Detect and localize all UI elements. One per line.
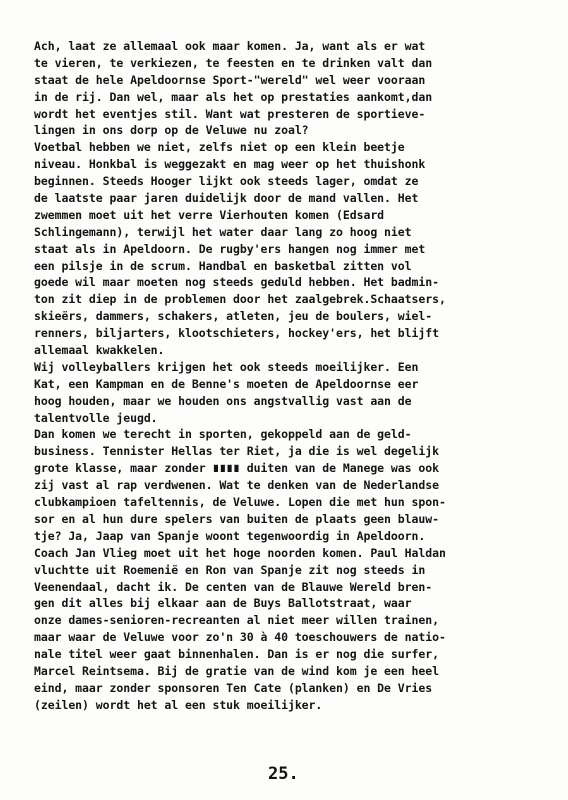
text-line: grote klasse, maar zonder ∎∎∎∎ duiten van de Manege was ook [34,461,439,476]
text-line: Dan komen we terecht in sporten, gekoppeld aan de geld- [34,427,412,442]
text-line: vluchtte uit Roemenië en Ron van Spanje zit nog steeds in [34,562,426,577]
text-line: Ach, laat ze allemaal ook maar komen. Ja, want als er wat [34,39,426,53]
text-line: sor en al hun dure spelers van buiten de plaats geen blauw- [34,511,439,526]
text-line: hoog houden, maar we houden ons angstvallig vast aan de [34,393,412,408]
text-line: gen dit alles bij elkaar aan de Buys Ballotstraat, waar [34,596,412,611]
text-line: business. Tennister Hellas ter Riet, ja die is wel degelijk [34,444,439,459]
text-line: skieërs, dammers, schakers, atleten, jeu de boulers, wiel- [34,309,433,324]
text-line: allemaal kwakkelen. [34,343,165,358]
text-line: Schlingemann), terwijl het water daar lang zo hoog niet [34,224,412,239]
text-line: zij vast al rap verdwenen. Wat te denken van de Nederlandse [34,478,439,493]
text-line: eind, maar zonder sponsoren Ten Cate (planken) en De Vries [34,680,433,695]
text-line: staat als in Apeldoorn. De rugby'ers hangen nog immer met [34,241,426,256]
text-line: maar waar de Veluwe voor zo'n 30 à 40 toeschouwers de natio- [34,630,446,645]
text-line: renners, biljarters, klootschieters, hockey'ers, het blijft [34,326,439,341]
page-number: 25. [268,764,299,784]
text-line: Kat, een Kampman en de Benne's moeten de Apeldoornse eer [34,376,419,391]
text-line: een pilsje in de scrum. Handbal en basketbal zitten vol [34,258,412,273]
text-line: talentvolle jeugd. [34,410,158,425]
body-text [34,38,540,714]
text-line: lingen in ons dorp op de Veluwe nu zoal? [34,123,309,138]
text-line: in de rij. Dan wel, maar als het op prestaties aankomt,dan [34,89,433,104]
text-line: Veenendaal, dacht ik. De centen van de Blauwe Wereld bren- [34,579,433,594]
text-line: tje? Ja, Jaap van Spanje woont tegenwoordig in Apeldoorn. [34,528,426,543]
text-line: Voetbal hebben we niet, zelfs niet op een klein beetje [34,140,405,155]
text-line: niveau. Honkbal is weggezakt en mag weer op het thuishonk [34,157,426,172]
text-line: clubkampioen tafeltennis, de Veluwe. Lopen die met hun spon- [34,495,446,510]
text-line: ton zit diep in de problemen door het zaalgebrek.Schaatsers, [34,292,446,307]
text-line: staat de hele Apeldoornse Sport-"wereld" wel weer vooraan [34,72,426,87]
text-line: te vieren, te verkiezen, te feesten en te drinken valt dan [34,55,433,70]
text-line: beginnen. Steeds Hooger lijkt ook steeds lager, omdat ze [34,174,419,189]
text-line: nale titel weer gaat binnenhalen. Dan is er nog die surfer, [34,647,439,662]
text-line: de laatste paar jaren duidelijk door de mand vallen. Het [34,191,419,206]
text-line: goede wil maar moeten nog steeds geduld hebben. Het badmin- [34,275,439,290]
text-line: Wij volleyballers krijgen het ook steeds moeilijker. Een [34,359,419,374]
text-line: Marcel Reintsema. Bij de gratie van de wind kom je een heel [34,663,439,678]
text-line: onze dames-senioren-recreanten al niet meer willen trainen, [34,613,439,628]
text-line: (zeilen) wordt het al een stuk moeilijker. [34,697,323,712]
text-line: zwemmen moet uit het verre Vierhouten komen (Edsard [34,207,385,222]
text-line: Coach Jan Vlieg moet uit het hoge noorden komen. Paul Haldan [34,545,446,560]
text-line: wordt het eventjes stil. Want wat presteren de sportieve- [34,106,426,121]
